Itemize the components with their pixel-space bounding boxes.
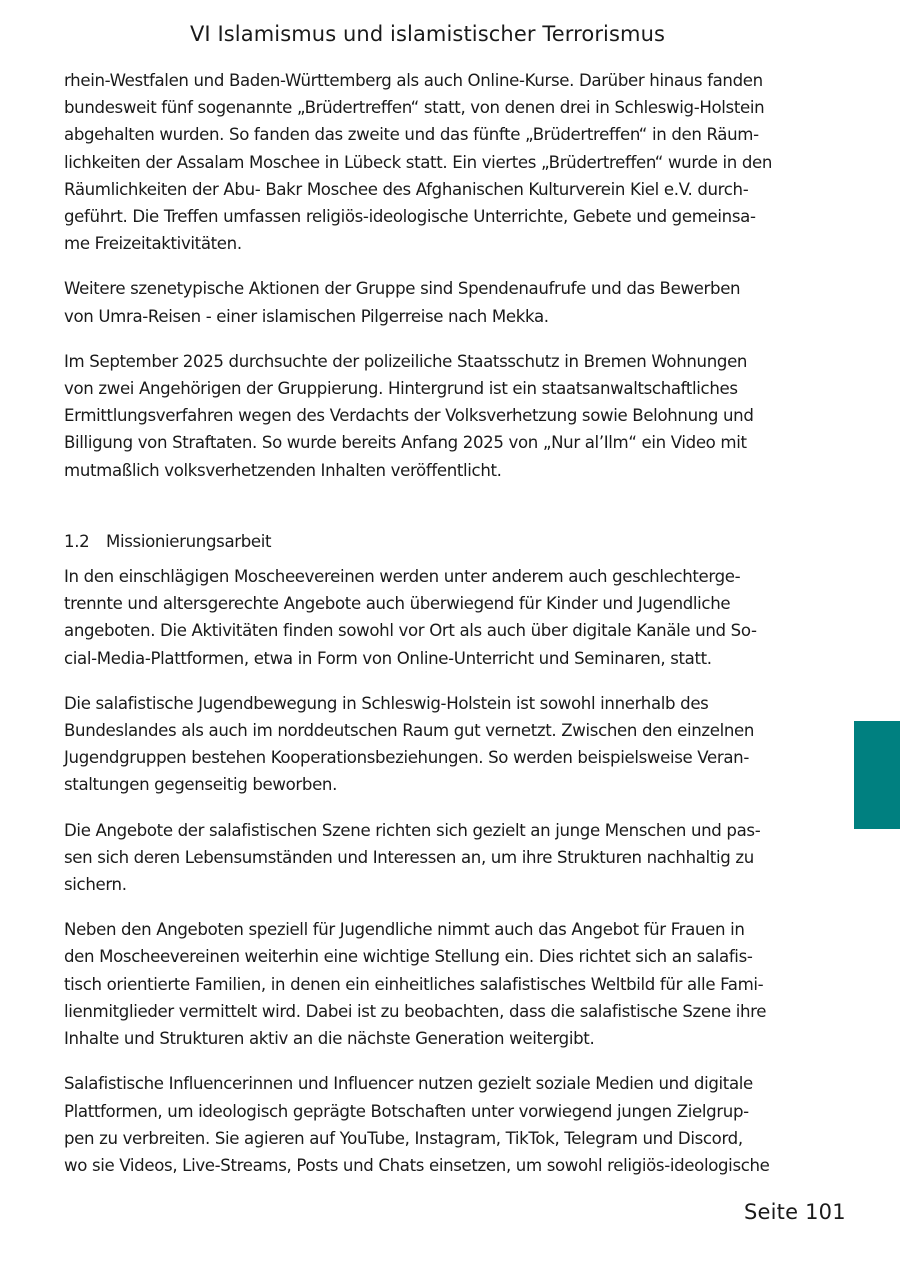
text-line: mutmaßlich volksverhetzenden Inhalten veröffentlicht. <box>64 460 502 480</box>
paragraph <box>64 67 804 257</box>
text-line: rhein-Westfalen und Baden-Württemberg als auch Online-Kurse. Darüber hinaus fanden <box>64 71 763 90</box>
text-line: den Moscheevereinen weiterhin eine wichtige Stellung ein. Dies richtet sich an salafis- <box>64 947 753 967</box>
text-line: abgehalten wurden. So fanden das zweite und das fünfte „Brüdertreffen“ in den Räum- <box>64 125 759 145</box>
text-line: geführt. Die Treffen umfassen religiös-ideologische Unterrichte, Gebete und gemeinsa- <box>64 207 756 227</box>
text-line: trennte und altersgerechte Angebote auch überwiegend für Kinder und Jugendliche <box>64 594 731 614</box>
text-line: tisch orientierte Familien, in denen ein einheitliches salafistisches Weltbild für alle Fami- <box>64 974 764 994</box>
text-line: Inhalte und Strukturen aktiv an die nächste Generation weitergibt. <box>64 1029 595 1049</box>
text-line: von zwei Angehörigen der Gruppierung. Hintergrund ist ein staatsanwaltschaftliches <box>64 379 738 399</box>
text-line: In den einschlägigen Moscheevereinen werden unter anderem auch geschlechterge- <box>64 567 741 587</box>
text-line: Bundeslandes als auch im norddeutschen Raum gut vernetzt. Zwischen den einzelnen <box>64 721 755 741</box>
intro-paragraphs <box>64 67 804 484</box>
paragraph <box>64 563 804 672</box>
text-line: Plattformen, um ideologisch geprägte Botschaften unter vorwiegend jungen Zielgrup- <box>64 1101 749 1121</box>
text-line: Die salafistische Jugendbewegung in Schleswig-Holstein ist sowohl innerhalb des <box>64 693 709 713</box>
text-line: me Freizeitaktivitäten. <box>64 234 242 254</box>
page-number: Seite 101 <box>744 1200 846 1224</box>
text-line: angeboten. Die Aktivitäten finden sowohl vor Ort als auch über digitale Kanäle und So- <box>64 621 757 641</box>
text-line: pen zu verbreiten. Sie agieren auf YouTube, Instagram, TikTok, Telegram und Discord, <box>64 1128 743 1148</box>
chapter-side-tab <box>854 721 900 829</box>
paragraph <box>64 916 804 1052</box>
text-line: Ermittlungsverfahren wegen des Verdachts der Volksverhetzung sowie Belohnung und <box>64 406 754 426</box>
page-content <box>64 67 804 1197</box>
text-line: Räumlichkeiten der Abu- Bakr Moschee des Afghanischen Kulturverein Kiel e.V. durch- <box>64 179 749 199</box>
text-line: bundesweit fünf sogenannte „Brüdertreffen“ statt, von denen drei in Schleswig-Holstein <box>64 98 765 118</box>
chapter-title: VI Islamismus und islamistischer Terrorismus <box>189 22 666 46</box>
section-title: Missionierungsarbeit <box>106 531 272 551</box>
text-line: Im September 2025 durchsuchte der polizeiliche Staatsschutz in Bremen Wohnungen <box>64 351 748 371</box>
text-line: Billigung von Straftaten. So wurde bereits Anfang 2025 von „Nur al’Ilm“ ein Video mit <box>64 433 747 453</box>
text-line: wo sie Videos, Live-Streams, Posts und Chats einsetzen, um sowohl religiös-ideologische <box>64 1155 770 1175</box>
text-line: von Umra-Reisen - einer islamischen Pilgerreise nach Mekka. <box>64 306 549 326</box>
text-line: Jugendgruppen bestehen Kooperationsbeziehungen. So werden beispielsweise Veran- <box>64 748 749 768</box>
section-heading <box>64 528 804 555</box>
text-line: Weitere szenetypische Aktionen der Gruppe sind Spendenaufrufe und das Bewerben <box>64 279 741 299</box>
paragraph <box>64 348 804 484</box>
text-line: staltungen gegenseitig beworben. <box>64 775 338 795</box>
text-line: Salafistische Influencerinnen und Influencer nutzen gezielt soziale Medien und digitale <box>64 1074 753 1094</box>
section-number: 1.2 <box>64 531 90 551</box>
paragraph <box>64 690 804 799</box>
paragraph <box>64 1070 804 1179</box>
text-line: lienmitglieder vermittelt wird. Dabei ist zu beobachten, dass die salafistische Szene ihre <box>64 1001 767 1021</box>
text-line: Neben den Angeboten speziell für Jugendliche nimmt auch das Angebot für Frauen in <box>64 920 745 940</box>
text-line: Die Angebote der salafistischen Szene richten sich gezielt an junge Menschen und pas- <box>64 820 761 840</box>
paragraph <box>64 817 804 899</box>
text-line: lichkeiten der Assalam Moschee in Lübeck statt. Ein viertes „Brüdertreffen“ wurde in den <box>64 152 773 172</box>
text-line: cial-Media-Plattformen, etwa in Form von Online-Unterricht und Seminaren, statt. <box>64 648 712 668</box>
paragraph <box>64 275 804 329</box>
text-line: sen sich deren Lebensumständen und Interessen an, um ihre Strukturen nachhaltig zu <box>64 847 754 867</box>
text-line: sichern. <box>64 875 127 895</box>
page-header <box>0 22 855 46</box>
page-footer <box>744 1200 846 1224</box>
section-paragraphs <box>64 563 804 1179</box>
